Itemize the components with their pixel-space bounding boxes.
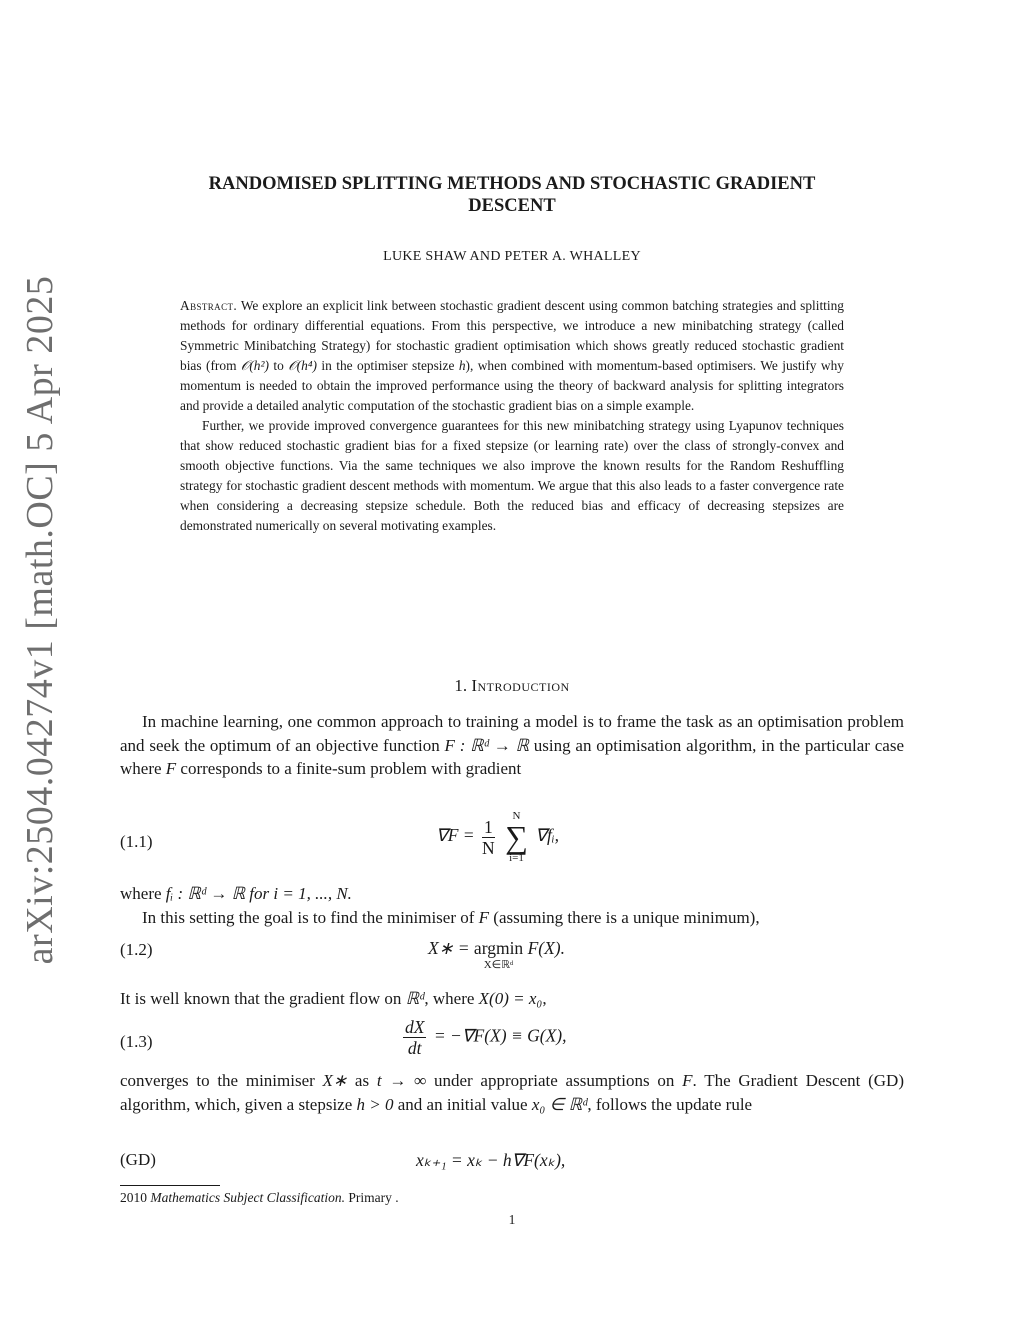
paper-title-line-2: DESCENT bbox=[468, 196, 556, 216]
abstract-text: in the optimiser stepsize bbox=[316, 358, 459, 373]
sum-upper-limit: N bbox=[512, 810, 521, 822]
fraction-numerator: 1 bbox=[483, 816, 493, 837]
math-inline: 𝒪(h²) bbox=[240, 358, 269, 373]
math-inline: ℝᵈ bbox=[405, 989, 425, 1008]
abstract-text: to bbox=[268, 358, 289, 373]
fraction-numerator: dX bbox=[405, 1017, 425, 1037]
body-text: as bbox=[347, 1071, 377, 1090]
intro-paragraph-3 bbox=[120, 987, 904, 1011]
authors: LUKE SHAW AND PETER A. WHALLEY bbox=[383, 249, 641, 264]
math-inline: F : ℝᵈ → ℝ bbox=[444, 735, 529, 755]
argmin-subscript: X∈ℝᵈ bbox=[483, 959, 514, 971]
body-text: , bbox=[542, 989, 547, 1008]
arxiv-sidebar bbox=[0, 0, 70, 1325]
math-inline: 𝒪(h⁴) bbox=[288, 358, 317, 373]
footnote-msc: Mathematics Subject Classification. bbox=[150, 1190, 345, 1205]
equation-rhs: F(X). bbox=[527, 938, 565, 958]
equation-label-1-1: (1.1) bbox=[120, 832, 153, 851]
body-text: (assuming there is a unique minimum), bbox=[489, 908, 760, 927]
abstract-heading: Abstract. bbox=[180, 298, 238, 313]
body-text: where bbox=[120, 884, 166, 903]
equation-1-3 bbox=[400, 1017, 566, 1058]
paper-title bbox=[110, 173, 914, 217]
sum-symbol: ∑ bbox=[505, 819, 528, 855]
math-inline: F bbox=[682, 1071, 693, 1090]
equation-lhs: X∗ = bbox=[428, 938, 470, 958]
body-text: using an optimisation algorithm, in the particular case where bbox=[120, 735, 905, 778]
equation-rhs: = −∇F(X) ≡ G(X), bbox=[433, 1025, 567, 1046]
body-text: corresponds to a finite-sum problem with gradient bbox=[176, 759, 522, 778]
body-text: , where bbox=[424, 989, 479, 1008]
abstract bbox=[180, 296, 844, 536]
sum-lower-limit: i=1 bbox=[509, 852, 524, 864]
fraction-denominator: N bbox=[482, 837, 495, 858]
equation-lhs: ∇F = bbox=[436, 825, 475, 846]
section-name: Introduction bbox=[471, 676, 570, 695]
math-inline: h bbox=[458, 358, 466, 373]
where-line-1 bbox=[120, 882, 904, 906]
body-text: In machine learning, one common approach to training a model is to frame the task as an optimisation problem and seek the optimum of an objective function bbox=[120, 712, 904, 755]
body-text: . The Gradient Descent (GD) algorithm, which, given a stepsize bbox=[120, 1071, 904, 1114]
body-text: under appropriate assumptions on bbox=[426, 1071, 683, 1090]
section-heading bbox=[110, 676, 914, 696]
math-inline: t → ∞ bbox=[376, 1071, 427, 1090]
abstract-text: We explore an explicit link between stochastic gradient descent using common batching strategies and splitting methods for ordinary differential equations. From this perspective, we introduce a new minibatching strategy (called Symmetric Minibatching Strategy) for stochastic gradient optimisation which shows greatly reduced stochastic gradient bias (from bbox=[180, 298, 845, 373]
fraction bbox=[403, 1017, 426, 1058]
paper-title-line-1: RANDOMISED SPLITTING METHODS AND STOCHASTIC GRADIENT bbox=[208, 174, 816, 194]
equation-gd bbox=[416, 1150, 565, 1171]
math-inline: fᵢ : ℝᵈ → ℝ for i = 1, ..., N. bbox=[165, 884, 352, 903]
intro-paragraph-1 bbox=[120, 710, 904, 781]
equation-1-1 bbox=[436, 810, 559, 864]
math-inline: X∗ bbox=[322, 1071, 348, 1090]
summation bbox=[505, 810, 528, 864]
body-text: It is well known that the gradient flow on bbox=[120, 989, 406, 1008]
section-number: 1. bbox=[454, 676, 468, 695]
abstract-paragraph-2: Further, we provide improved convergence guarantees for this new minibatching strategy using Lyapunov techniques that show reduced stochastic gradient bias for a fixed stepsize (or learning rate) over the class of strongly-convex and smooth objective functions. Via the same techniques we also improve the known results for the Random Reshuffling strategy for stochastic gradient descent methods with momentum. We argue that this also leads to a faster convergence rate when considering a decreasing stepsize schedule. Both the reduced bias and efficacy of decreasing stepsizes are demonstrated numerically on several motivating examples. bbox=[180, 418, 844, 533]
argmin-label: argmin bbox=[473, 938, 524, 958]
footnote-primary: Primary . bbox=[348, 1190, 399, 1205]
body-text: and an initial value bbox=[393, 1094, 532, 1114]
body-text: , follows the update rule bbox=[587, 1094, 753, 1114]
body-text: In this setting the goal is to find the minimiser of bbox=[142, 908, 479, 927]
arxiv-identifier: arXiv:2504.04274v1 [math.OC] 5 Apr 2025 bbox=[19, 275, 61, 965]
footnote bbox=[120, 1190, 399, 1206]
equation-label-1-3: (1.3) bbox=[120, 1032, 153, 1051]
page-number: 1 bbox=[508, 1212, 516, 1227]
footnote-rule bbox=[120, 1185, 220, 1186]
math-inline: F bbox=[478, 908, 490, 927]
math-inline: x₀ ∈ ℝᵈ bbox=[531, 1094, 588, 1114]
equation-expression: xₖ₊₁ = xₖ − h∇F(xₖ), bbox=[416, 1150, 566, 1170]
body-text: converges to the minimiser bbox=[120, 1071, 323, 1090]
equation-label-1-2: (1.2) bbox=[120, 940, 153, 959]
footnote-year: 2010 bbox=[120, 1190, 147, 1205]
equation-1-2 bbox=[428, 938, 565, 971]
equation-label-gd: (GD) bbox=[120, 1150, 156, 1169]
equation-rhs: ∇fᵢ, bbox=[535, 825, 559, 846]
math-inline: F bbox=[165, 759, 177, 778]
fraction-denominator: dt bbox=[407, 1038, 422, 1058]
math-inline: h > 0 bbox=[356, 1094, 394, 1114]
intro-paragraph-4 bbox=[120, 1069, 904, 1116]
argmin-operator bbox=[474, 938, 523, 971]
fraction bbox=[482, 817, 495, 858]
abstract-text: ), when combined with momentum-based optimisers. We justify why momentum is needed to obtain the improved performance using the theory of backward analysis for splitting integrators and provide a detailed analytic computation of the stochastic gradient bias on a simple example. bbox=[180, 358, 844, 413]
intro-paragraph-2 bbox=[120, 906, 904, 930]
math-inline: X(0) = x₀ bbox=[478, 989, 543, 1008]
abstract-paragraph-1 bbox=[180, 296, 844, 416]
